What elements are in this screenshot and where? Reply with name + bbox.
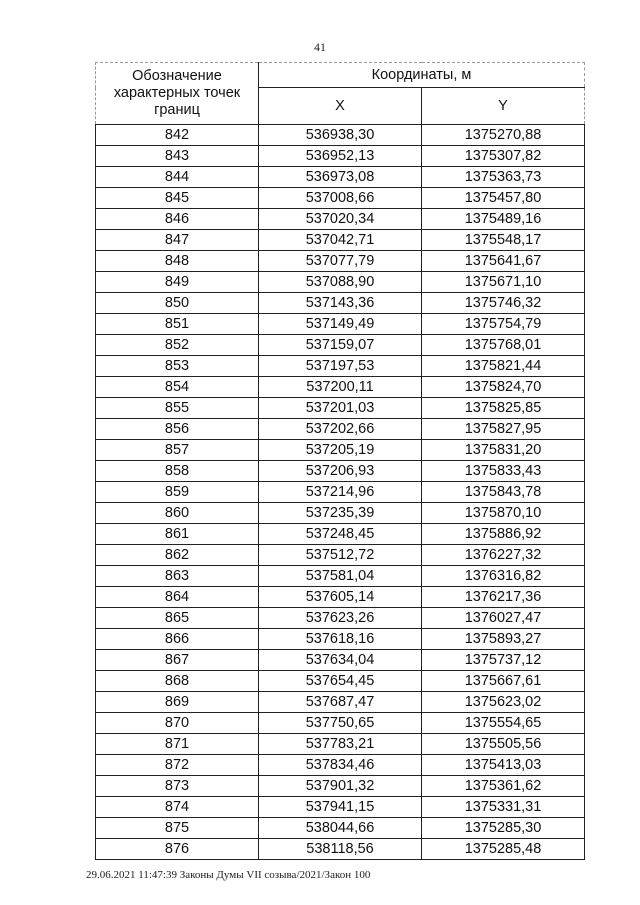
y-coordinate-cell: 1375413,03 (422, 755, 585, 776)
y-coordinate-cell: 1375667,61 (422, 671, 585, 692)
x-column-header: X (259, 88, 422, 125)
x-coordinate-cell: 538118,56 (259, 839, 422, 860)
designation-header: Обозначение характерных точек границ (96, 63, 259, 125)
x-coordinate-cell: 537214,96 (259, 482, 422, 503)
x-coordinate-cell: 537202,66 (259, 419, 422, 440)
point-number-cell: 870 (96, 713, 259, 734)
table-row (96, 272, 585, 293)
point-number-cell: 875 (96, 818, 259, 839)
x-coordinate-cell: 537235,39 (259, 503, 422, 524)
table-row (96, 566, 585, 587)
x-coordinate-cell: 537605,14 (259, 587, 422, 608)
x-coordinate-cell: 537783,21 (259, 734, 422, 755)
coordinates-header: Координаты, м (259, 63, 585, 88)
x-coordinate-cell: 537008,66 (259, 188, 422, 209)
y-coordinate-cell: 1375457,80 (422, 188, 585, 209)
x-coordinate-cell: 538044,66 (259, 818, 422, 839)
table-row (96, 671, 585, 692)
table-row (96, 503, 585, 524)
table-header (96, 63, 585, 125)
table-row (96, 629, 585, 650)
table-body (96, 125, 585, 860)
x-coordinate-cell: 537143,36 (259, 293, 422, 314)
x-coordinate-cell: 536938,30 (259, 125, 422, 146)
point-number-cell: 869 (96, 692, 259, 713)
y-coordinate-cell: 1375641,67 (422, 251, 585, 272)
table-row (96, 377, 585, 398)
x-coordinate-cell: 537901,32 (259, 776, 422, 797)
point-number-cell: 848 (96, 251, 259, 272)
y-coordinate-cell: 1375363,73 (422, 167, 585, 188)
y-coordinate-cell: 1375821,44 (422, 356, 585, 377)
y-coordinate-cell: 1375827,95 (422, 419, 585, 440)
x-coordinate-cell: 537088,90 (259, 272, 422, 293)
point-number-cell: 849 (96, 272, 259, 293)
y-coordinate-cell: 1375489,16 (422, 209, 585, 230)
table-row (96, 797, 585, 818)
point-number-cell: 846 (96, 209, 259, 230)
x-coordinate-cell: 537205,19 (259, 440, 422, 461)
point-number-cell: 851 (96, 314, 259, 335)
table-row (96, 839, 585, 860)
point-number-cell: 853 (96, 356, 259, 377)
point-number-cell: 865 (96, 608, 259, 629)
x-coordinate-cell: 537941,15 (259, 797, 422, 818)
x-coordinate-cell: 537687,47 (259, 692, 422, 713)
point-number-cell: 868 (96, 671, 259, 692)
y-coordinate-cell: 1375893,27 (422, 629, 585, 650)
y-coordinate-cell: 1375270,88 (422, 125, 585, 146)
point-number-cell: 863 (96, 566, 259, 587)
y-coordinate-cell: 1375737,12 (422, 650, 585, 671)
y-coordinate-cell: 1376027,47 (422, 608, 585, 629)
point-number-cell: 852 (96, 335, 259, 356)
table-row (96, 356, 585, 377)
point-number-cell: 876 (96, 839, 259, 860)
y-column-header: Y (422, 88, 585, 125)
table-row (96, 692, 585, 713)
table-row (96, 188, 585, 209)
footer-stamp: 29.06.2021 11:47:39 Законы Думы VII созыва/2021/Закон 100 (86, 869, 371, 881)
point-number-cell: 856 (96, 419, 259, 440)
x-coordinate-cell: 537200,11 (259, 377, 422, 398)
x-coordinate-cell: 537077,79 (259, 251, 422, 272)
y-coordinate-cell: 1375307,82 (422, 146, 585, 167)
y-coordinate-cell: 1375843,78 (422, 482, 585, 503)
table-row (96, 230, 585, 251)
x-coordinate-cell: 537197,53 (259, 356, 422, 377)
table-row (96, 650, 585, 671)
table-row (96, 545, 585, 566)
y-coordinate-cell: 1375824,70 (422, 377, 585, 398)
y-coordinate-cell: 1376316,82 (422, 566, 585, 587)
y-coordinate-cell: 1375833,43 (422, 461, 585, 482)
x-coordinate-cell: 537654,45 (259, 671, 422, 692)
point-number-cell: 843 (96, 146, 259, 167)
y-coordinate-cell: 1375825,85 (422, 398, 585, 419)
table-row (96, 293, 585, 314)
table-row (96, 209, 585, 230)
point-number-cell: 845 (96, 188, 259, 209)
y-coordinate-cell: 1375768,01 (422, 335, 585, 356)
x-coordinate-cell: 537750,65 (259, 713, 422, 734)
table-row (96, 398, 585, 419)
y-coordinate-cell: 1375746,32 (422, 293, 585, 314)
table-row (96, 440, 585, 461)
y-coordinate-cell: 1375361,62 (422, 776, 585, 797)
y-coordinate-cell: 1375548,17 (422, 230, 585, 251)
table-row (96, 167, 585, 188)
point-number-cell: 866 (96, 629, 259, 650)
table-row (96, 251, 585, 272)
table-row (96, 755, 585, 776)
table-row (96, 587, 585, 608)
point-number-cell: 872 (96, 755, 259, 776)
point-number-cell: 874 (96, 797, 259, 818)
y-coordinate-cell: 1375331,31 (422, 797, 585, 818)
x-coordinate-cell: 537248,45 (259, 524, 422, 545)
y-coordinate-cell: 1375870,10 (422, 503, 585, 524)
y-coordinate-cell: 1375671,10 (422, 272, 585, 293)
y-coordinate-cell: 1375505,56 (422, 734, 585, 755)
x-coordinate-cell: 537512,72 (259, 545, 422, 566)
table-row (96, 713, 585, 734)
point-number-cell: 850 (96, 293, 259, 314)
table-row (96, 335, 585, 356)
x-coordinate-cell: 537581,04 (259, 566, 422, 587)
x-coordinate-cell: 537020,34 (259, 209, 422, 230)
x-coordinate-cell: 537834,46 (259, 755, 422, 776)
point-number-cell: 857 (96, 440, 259, 461)
y-coordinate-cell: 1375285,48 (422, 839, 585, 860)
y-coordinate-cell: 1375285,30 (422, 818, 585, 839)
x-coordinate-cell: 537206,93 (259, 461, 422, 482)
table-row (96, 482, 585, 503)
y-coordinate-cell: 1375886,92 (422, 524, 585, 545)
point-number-cell: 858 (96, 461, 259, 482)
table-row (96, 608, 585, 629)
y-coordinate-cell: 1375831,20 (422, 440, 585, 461)
x-coordinate-cell: 537042,71 (259, 230, 422, 251)
table-row (96, 314, 585, 335)
table-row (96, 125, 585, 146)
point-number-cell: 844 (96, 167, 259, 188)
x-coordinate-cell: 537623,26 (259, 608, 422, 629)
y-coordinate-cell: 1375623,02 (422, 692, 585, 713)
y-coordinate-cell: 1375554,65 (422, 713, 585, 734)
y-coordinate-cell: 1376217,36 (422, 587, 585, 608)
table-row (96, 818, 585, 839)
x-coordinate-cell: 536973,08 (259, 167, 422, 188)
x-coordinate-cell: 537159,07 (259, 335, 422, 356)
table-row (96, 734, 585, 755)
point-number-cell: 859 (96, 482, 259, 503)
page-number: 41 (314, 40, 326, 54)
x-coordinate-cell: 537634,04 (259, 650, 422, 671)
x-coordinate-cell: 537201,03 (259, 398, 422, 419)
coordinates-table (95, 62, 585, 860)
table-row (96, 524, 585, 545)
point-number-cell: 862 (96, 545, 259, 566)
point-number-cell: 842 (96, 125, 259, 146)
table-row (96, 776, 585, 797)
point-number-cell: 867 (96, 650, 259, 671)
y-coordinate-cell: 1375754,79 (422, 314, 585, 335)
point-number-cell: 847 (96, 230, 259, 251)
point-number-cell: 855 (96, 398, 259, 419)
table-row (96, 146, 585, 167)
y-coordinate-cell: 1376227,32 (422, 545, 585, 566)
point-number-cell: 854 (96, 377, 259, 398)
point-number-cell: 873 (96, 776, 259, 797)
point-number-cell: 861 (96, 524, 259, 545)
x-coordinate-cell: 536952,13 (259, 146, 422, 167)
point-number-cell: 871 (96, 734, 259, 755)
table-row (96, 461, 585, 482)
point-number-cell: 860 (96, 503, 259, 524)
point-number-cell: 864 (96, 587, 259, 608)
x-coordinate-cell: 537149,49 (259, 314, 422, 335)
table-row (96, 419, 585, 440)
x-coordinate-cell: 537618,16 (259, 629, 422, 650)
